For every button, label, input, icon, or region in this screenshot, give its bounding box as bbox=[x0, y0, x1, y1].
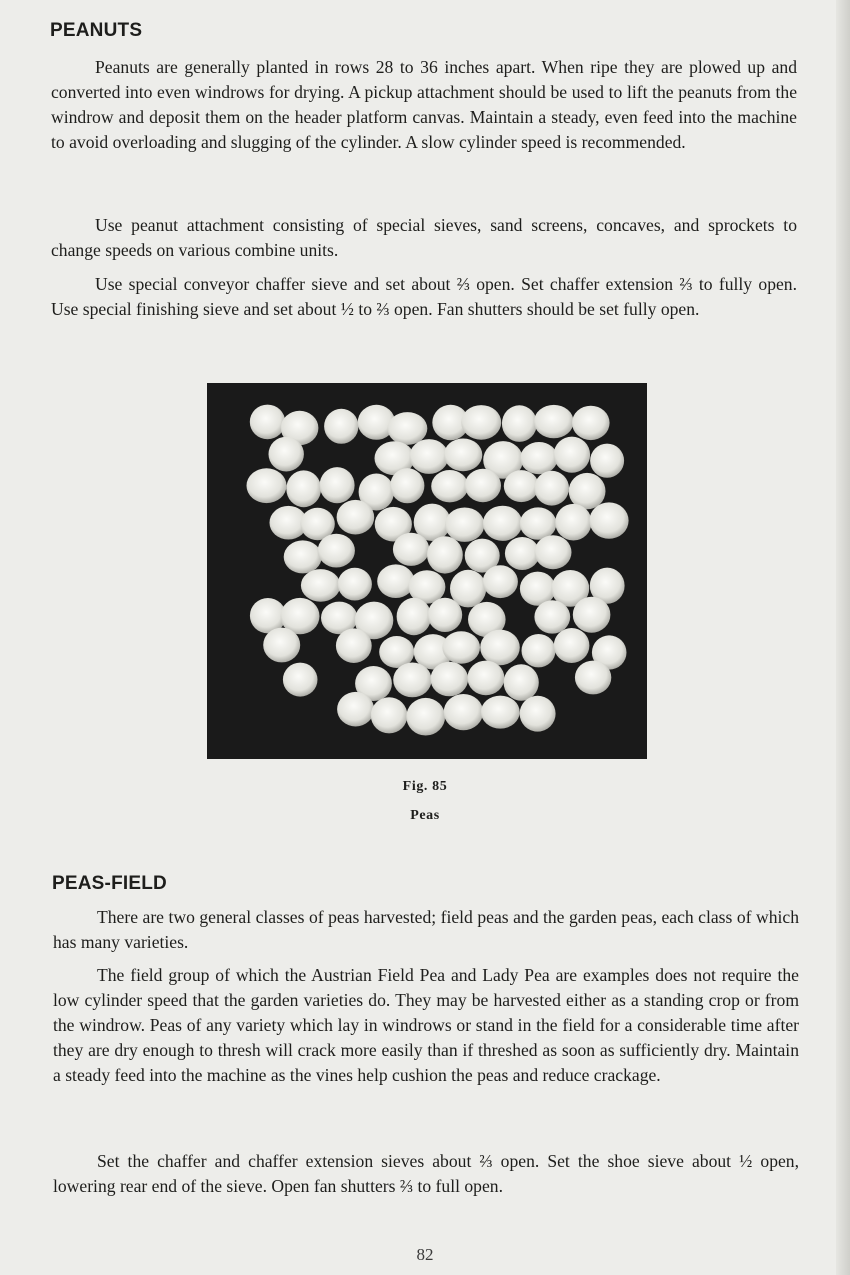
peanuts-paragraph-2: Use peanut attachment consisting of special sieves, sand screens, concaves, and sprockets to change speeds on various combine units. bbox=[51, 215, 797, 260]
pea bbox=[431, 662, 469, 697]
pea bbox=[502, 405, 537, 442]
pea bbox=[283, 663, 318, 697]
pea bbox=[397, 598, 432, 635]
pea bbox=[522, 634, 556, 667]
pea bbox=[573, 597, 611, 633]
peanuts-paragraph-3: Use special conveyor chaffer sieve and set about ⅔ open. Set chaffer extension ⅔ to fully open. Use special finishing sieve and set about ½ to ⅔ open. Fan shutters should be set fully open. bbox=[51, 274, 797, 319]
pea bbox=[393, 663, 431, 698]
pea bbox=[589, 502, 628, 538]
pea bbox=[483, 565, 518, 598]
pea bbox=[428, 598, 462, 632]
peas-paragraph-2: The field group of which the Austrian Field Pea and Lady Pea are examples does not require the low cylinder speed that the garden varieties do. They may be harvested either as a standing crop or from the windrow. Peas of any variety which lay in windrows or stand in the field for a considerable time after they are dry enough to thresh will crack more easily than if threshed as soon as sufficiently dry. Maintain a steady feed into the machine as the vines help cushion the peas and reduce crackage. bbox=[53, 965, 799, 1085]
pea bbox=[250, 405, 285, 440]
pea bbox=[286, 470, 321, 507]
pea bbox=[535, 535, 572, 569]
pea bbox=[442, 631, 480, 663]
pea bbox=[461, 405, 501, 440]
figure-caption: Peas bbox=[410, 808, 440, 823]
pea bbox=[467, 661, 504, 696]
section-title-peas-field: PEAS-FIELD bbox=[52, 873, 167, 894]
figure-number: Fig. 85 bbox=[402, 779, 448, 794]
pea bbox=[555, 504, 591, 541]
pea bbox=[406, 698, 445, 736]
page-number: 82 bbox=[416, 1245, 434, 1264]
pea bbox=[575, 661, 611, 695]
pea bbox=[554, 437, 590, 473]
pea bbox=[336, 628, 372, 663]
pea bbox=[390, 468, 424, 503]
pea bbox=[269, 437, 304, 472]
pea bbox=[481, 696, 520, 729]
pea bbox=[554, 628, 590, 663]
pea bbox=[480, 630, 520, 666]
pea bbox=[520, 696, 556, 732]
pea bbox=[504, 664, 539, 700]
pea bbox=[520, 507, 557, 539]
pea bbox=[371, 697, 408, 733]
pea bbox=[445, 508, 484, 542]
pea bbox=[338, 568, 372, 601]
pea bbox=[444, 694, 483, 730]
pea bbox=[572, 406, 610, 440]
pea bbox=[388, 412, 428, 445]
peas-photograph bbox=[207, 383, 647, 759]
pea bbox=[534, 471, 569, 506]
pea bbox=[320, 467, 355, 503]
page-edge-shadow bbox=[836, 0, 850, 1275]
pea bbox=[520, 442, 557, 474]
peas-paragraph-1: There are two general classes of peas harvested; field peas and the garden peas, each class of which has many varieties. bbox=[53, 907, 799, 952]
peas-paragraph-3: Set the chaffer and chaffer extension sieves about ⅔ open. Set the shoe sieve about ½ open, lowering rear end of the sieve. Open fan shutters ⅔ to full open. bbox=[53, 1151, 799, 1196]
pea bbox=[444, 439, 482, 472]
pea bbox=[284, 540, 322, 573]
pea bbox=[324, 409, 358, 444]
peas-image bbox=[207, 383, 647, 759]
pea bbox=[483, 506, 522, 541]
pea bbox=[337, 692, 374, 727]
pea bbox=[431, 470, 468, 502]
pea bbox=[534, 405, 574, 438]
pea bbox=[377, 564, 414, 598]
pea bbox=[590, 444, 624, 478]
pea bbox=[393, 533, 429, 566]
pea bbox=[569, 473, 606, 509]
pea bbox=[301, 569, 340, 602]
peanuts-paragraph-1: Peanuts are generally planted in rows 28 to 36 inches apart. When ripe they are plowed up and converted into even windrows for drying. A pickup attachment should be used to lift the peanuts from the windrow and deposit them on the header platform canvas. Maintain a steady, even feed into the machine to avoid overloading and slugging of the cylinder. A slow cylinder speed is recommended. bbox=[51, 57, 797, 152]
pea bbox=[534, 600, 570, 633]
pea bbox=[504, 470, 539, 502]
section-title-peanuts: PEANUTS bbox=[50, 20, 143, 41]
pea bbox=[427, 536, 463, 573]
pea bbox=[505, 537, 540, 570]
pea bbox=[318, 534, 355, 568]
pea bbox=[410, 439, 449, 474]
pea bbox=[247, 468, 287, 503]
pea bbox=[337, 500, 375, 535]
pea bbox=[465, 469, 501, 502]
pea bbox=[263, 628, 300, 663]
